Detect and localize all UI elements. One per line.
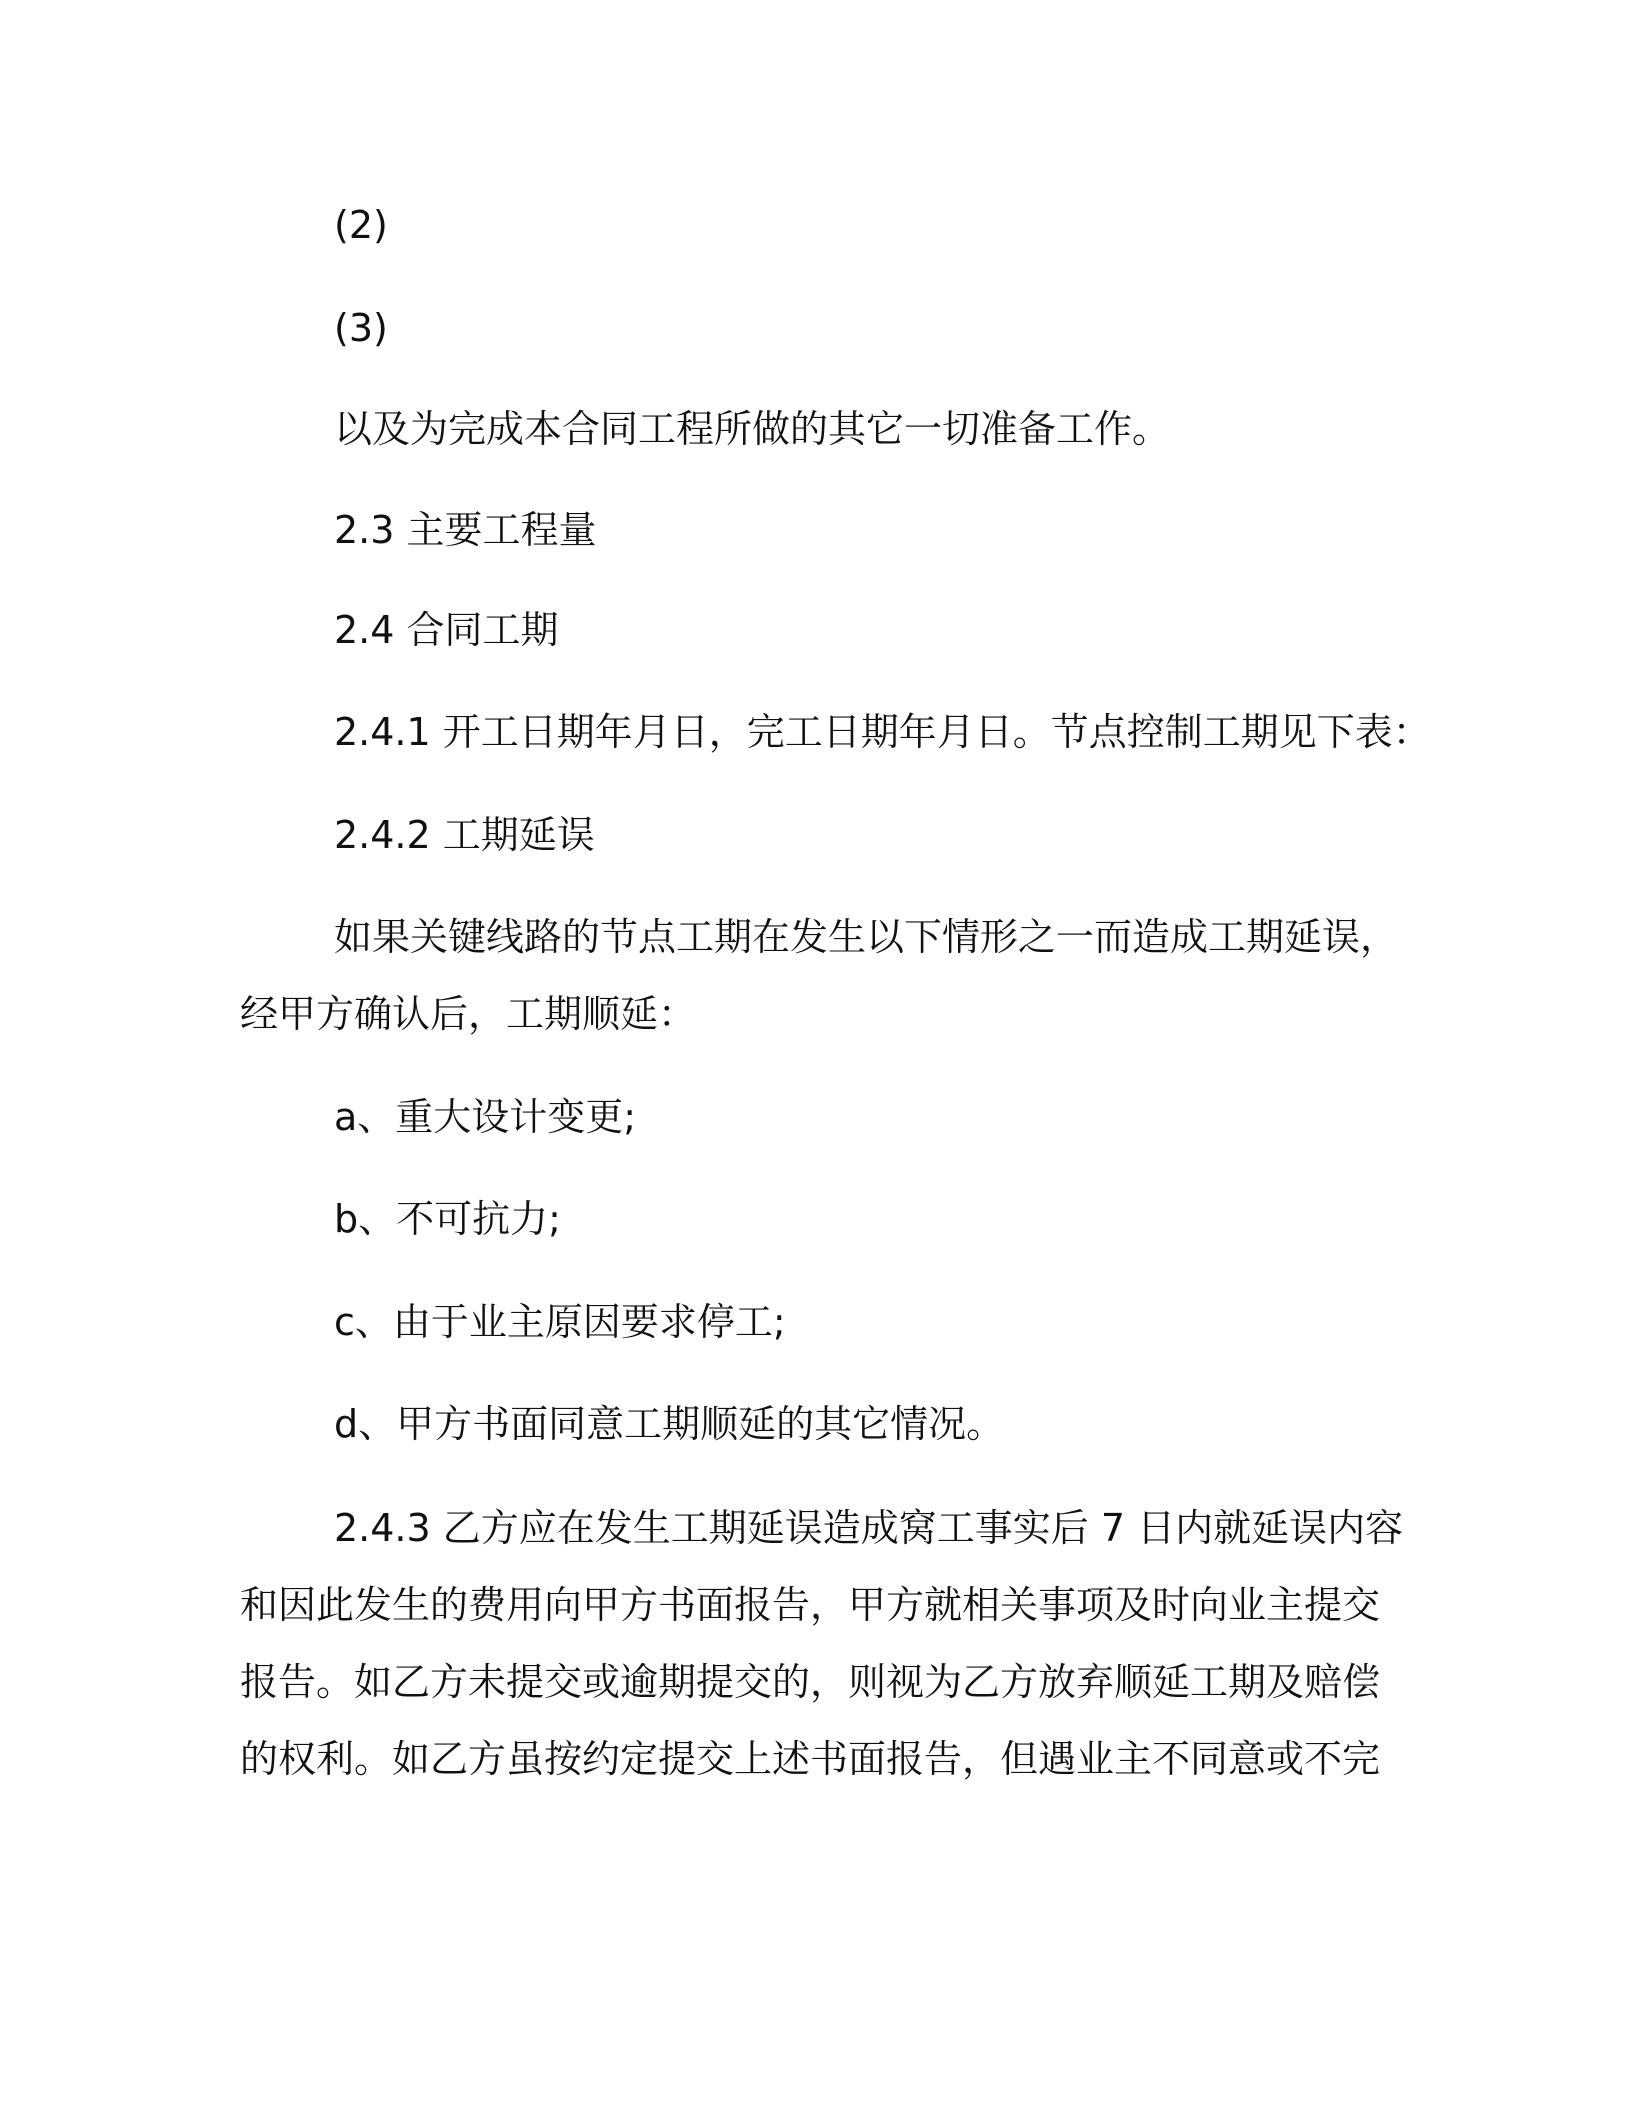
- list-item-d: d、甲方书面同意工期顺延的其它情况。: [334, 1402, 1005, 1446]
- section-heading-2-4: 2.4 合同工期: [334, 608, 559, 652]
- list-marker-3: (3): [334, 306, 388, 350]
- list-item-a: a、重大设计变更;: [334, 1095, 637, 1139]
- paragraph-2-4-1: 2.4.1 开工日期年月日，完工日期年月日。节点控制工期见下表：: [334, 710, 1431, 754]
- list-marker-2: (2): [334, 203, 388, 247]
- paragraph-2-4-3-line-3: 报告。如乙方未提交或逾期提交的，则视为乙方放弃顺延工期及赔偿: [240, 1660, 1381, 1704]
- paragraph-delay-line-2: 经甲方确认后，工期顺延：: [240, 992, 697, 1036]
- paragraph-2-4-3-line-2: 和因此发生的费用向甲方书面报告，甲方就相关事项及时向业主提交: [240, 1583, 1381, 1627]
- section-heading-2-3: 2.3 主要工程量: [334, 508, 597, 552]
- paragraph-delay-line-1: 如果关键线路的节点工期在发生以下情形之一而造成工期延误，: [334, 915, 1399, 959]
- paragraph-2-4-3-line-4: 的权利。如乙方虽按约定提交上述书面报告，但遇业主不同意或不完: [240, 1737, 1381, 1781]
- list-item-c: c、由于业主原因要求停工;: [334, 1300, 786, 1344]
- paragraph-preparation: 以及为完成本合同工程所做的其它一切准备工作。: [334, 407, 1171, 451]
- paragraph-2-4-3-line-1: 2.4.3 乙方应在发生工期延误造成窝工事实后 7 日内就延误内容: [334, 1506, 1404, 1550]
- section-heading-2-4-2: 2.4.2 工期延误: [334, 813, 595, 857]
- list-item-b: b、不可抗力;: [334, 1197, 561, 1241]
